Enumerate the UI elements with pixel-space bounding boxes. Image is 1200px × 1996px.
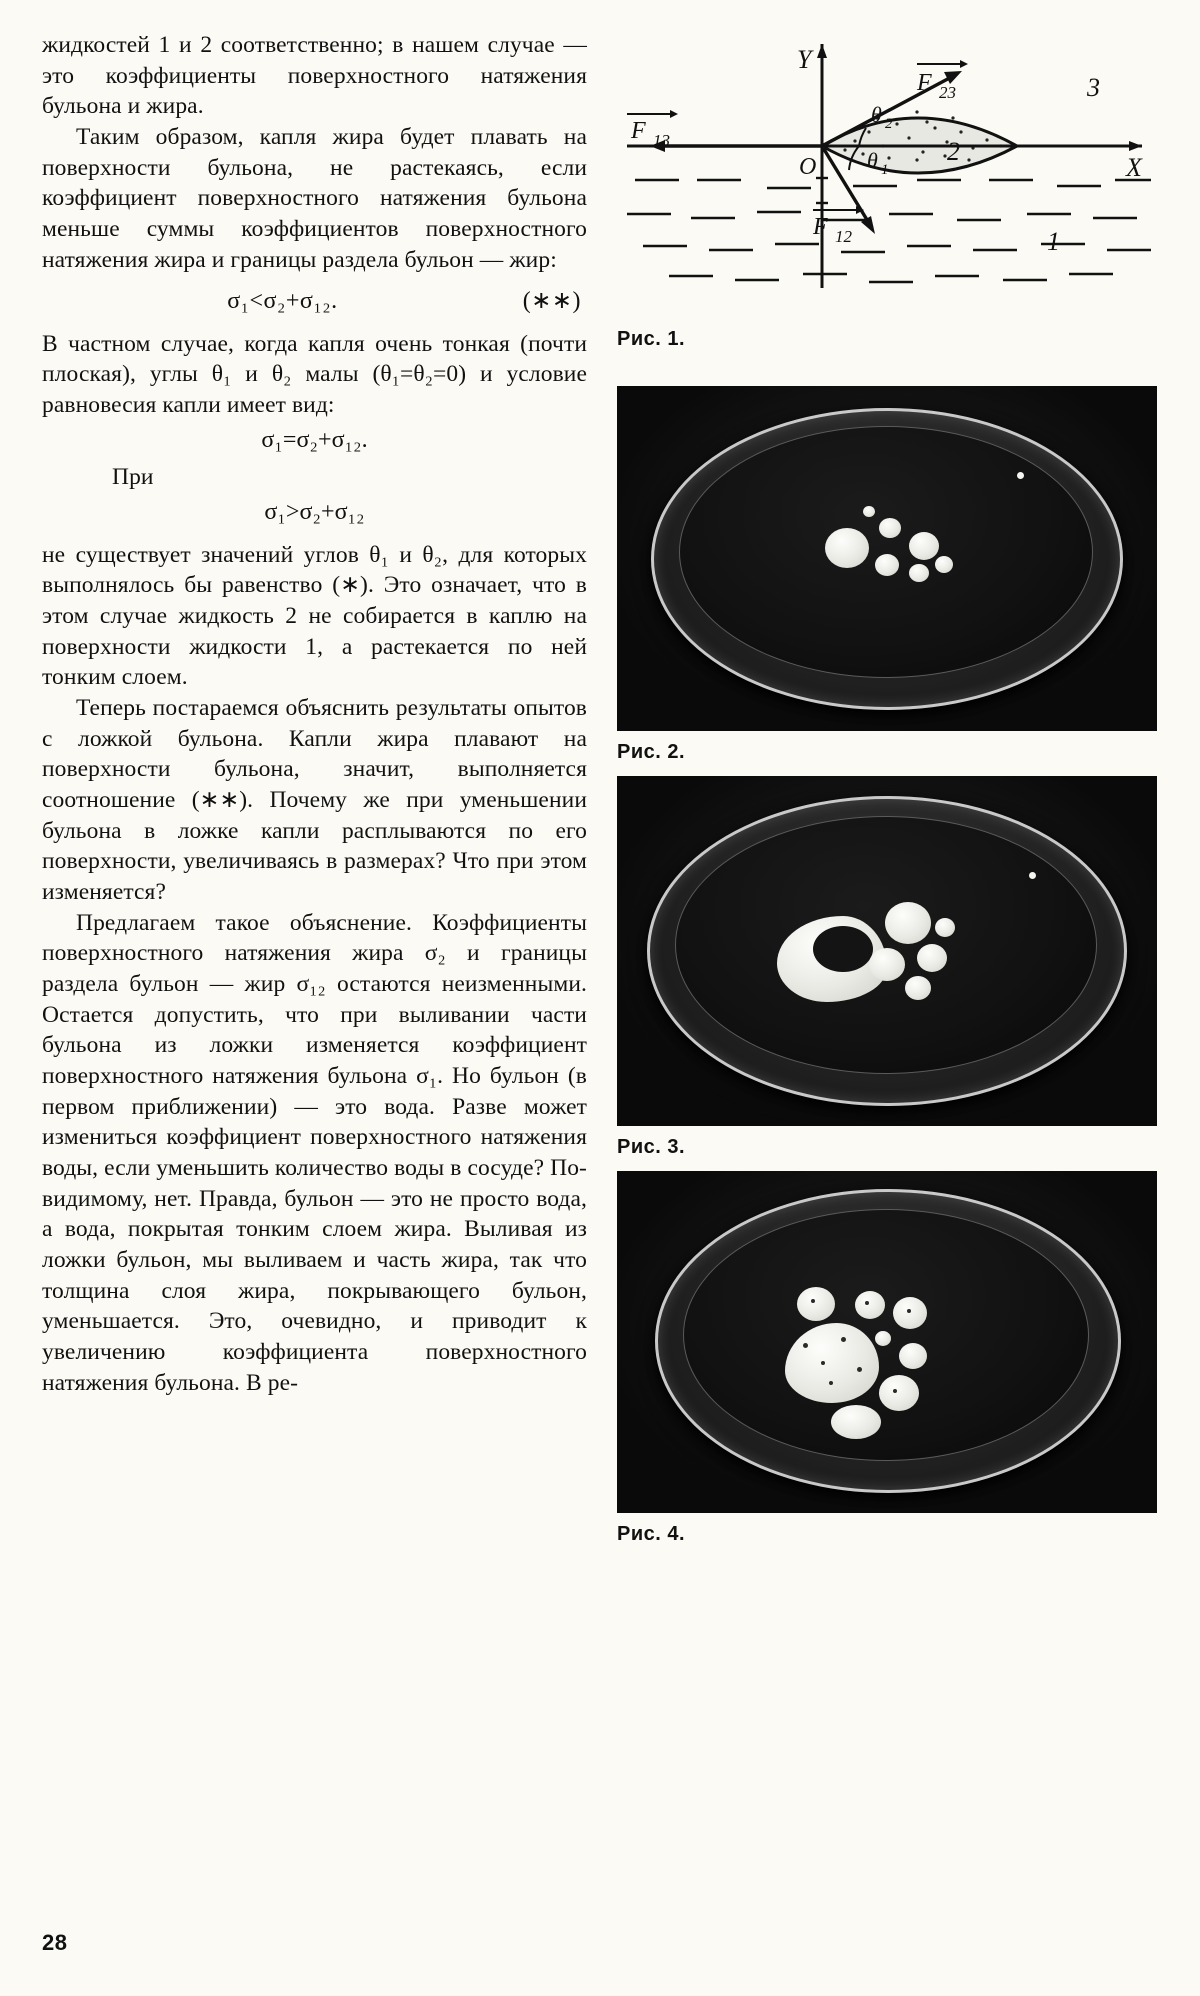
svg-text:θ: θ	[867, 148, 878, 173]
figure-1-caption: Рис. 1.	[617, 328, 686, 350]
svg-text:X: X	[1126, 153, 1142, 182]
svg-text:13: 13	[653, 131, 670, 150]
paragraph-3: В частном случае, когда капля очень тонкая (почти плоская), углы θ₁ и θ₂ малы (θ₁=θ₂=0) и условие равновесия капли имеет вид:	[42, 330, 587, 418]
svg-text:1: 1	[1047, 227, 1060, 256]
svg-text:2: 2	[947, 137, 960, 166]
formula-label-double-star: (∗∗)	[522, 288, 581, 315]
formula-expression-2: σ₁=σ₂+σ₁₂.	[261, 426, 368, 453]
svg-text:F: F	[631, 118, 646, 144]
pri-word: При	[112, 463, 154, 490]
page-number: 28	[42, 1930, 68, 1955]
figure-4-caption: Рис. 4.	[617, 1523, 686, 1545]
svg-text:2: 2	[885, 116, 893, 132]
text-column	[42, 30, 587, 1398]
paragraph-6: Предлагаем такое объяснение. Коэффициенты поверхностного натяжения жира σ₂ и границы раздела бульон — жир σ₁₂ остаются неизменными. Остается допустить, что при выливании части бульона из ложки изменяется коэффициент поверхностного натяжения бульона σ₁. Но бульон (в первом приближении) — это вода. Разве может измениться коэффициент поверхностного натяжения воды, если уменьшить количество воды в сосуде? По-видимому, нет. Правда, бульон — это не просто вода, а вода, покрытая тонким слоем жира. Выливая из ложки бульон, мы выливаем и часть жира, так что толщина слоя жира, покрывающего бульон, уменьшается. Это, очевидно, и приводит к увеличению коэффициента поверхностного натяжения бульона. В ре-	[42, 909, 587, 1396]
svg-text:F: F	[813, 214, 828, 240]
svg-text:23: 23	[939, 83, 956, 102]
svg-text:3: 3	[1087, 73, 1100, 102]
paragraph-4: не существует значений углов θ₁ и θ₂, для которых выполнялось бы равенство (∗). Это означает, что в этом случае жидкость 2 не собирается в каплю на поверхности жидкости 1, а растекается по ней тонким слоем.	[42, 541, 587, 691]
formula-double-star	[42, 286, 587, 317]
paragraph-1: жидкостей 1 и 2 соответственно; в нашем случае — это коэффициенты поверхностного натяжения бульона и жира.	[42, 32, 587, 120]
svg-text:Y: Y	[797, 45, 812, 74]
figure-3-photo	[617, 776, 1157, 1126]
svg-text:F: F	[917, 70, 932, 96]
svg-text:O: O	[799, 154, 817, 180]
formula-expression-1: σ₁<σ₂+σ₁₂.	[227, 288, 338, 315]
formula-expression-3-wrap	[42, 497, 587, 528]
svg-text:12: 12	[835, 227, 852, 246]
svg-text:1: 1	[881, 162, 889, 178]
paragraph-2: Таким образом, капля жира будет плавать на поверхности бульона, не растекаясь, если коэффициент поверхностного натяжения бульона меньше суммы коэффициентов поверхностного натяжения жира и границы раздела бульон — жир:	[42, 123, 587, 273]
figure-2-photo	[617, 386, 1157, 731]
svg-text:θ: θ	[871, 102, 882, 127]
figure-2-caption: Рис. 2.	[617, 741, 686, 763]
formula-expression-2-wrap	[42, 425, 587, 456]
paragraph-5: Теперь постараемся объяснить результаты опытов с ложкой бульона. Капли жира плавают на поверхности бульона, значит, выполняется соотношение (∗∗). Почему же при уменьшении бульона в ложке капли расплываются по его поверхности, увеличиваясь в размерах? Что при этом изменяется?	[42, 695, 587, 906]
formula-expression-3: σ₁>σ₂+σ₁₂	[264, 498, 365, 525]
figure-column	[617, 28, 1162, 1546]
figure-4-photo	[617, 1171, 1157, 1513]
figure-1-diagram	[617, 28, 1162, 350]
figure-3-caption: Рис. 3.	[617, 1136, 686, 1158]
